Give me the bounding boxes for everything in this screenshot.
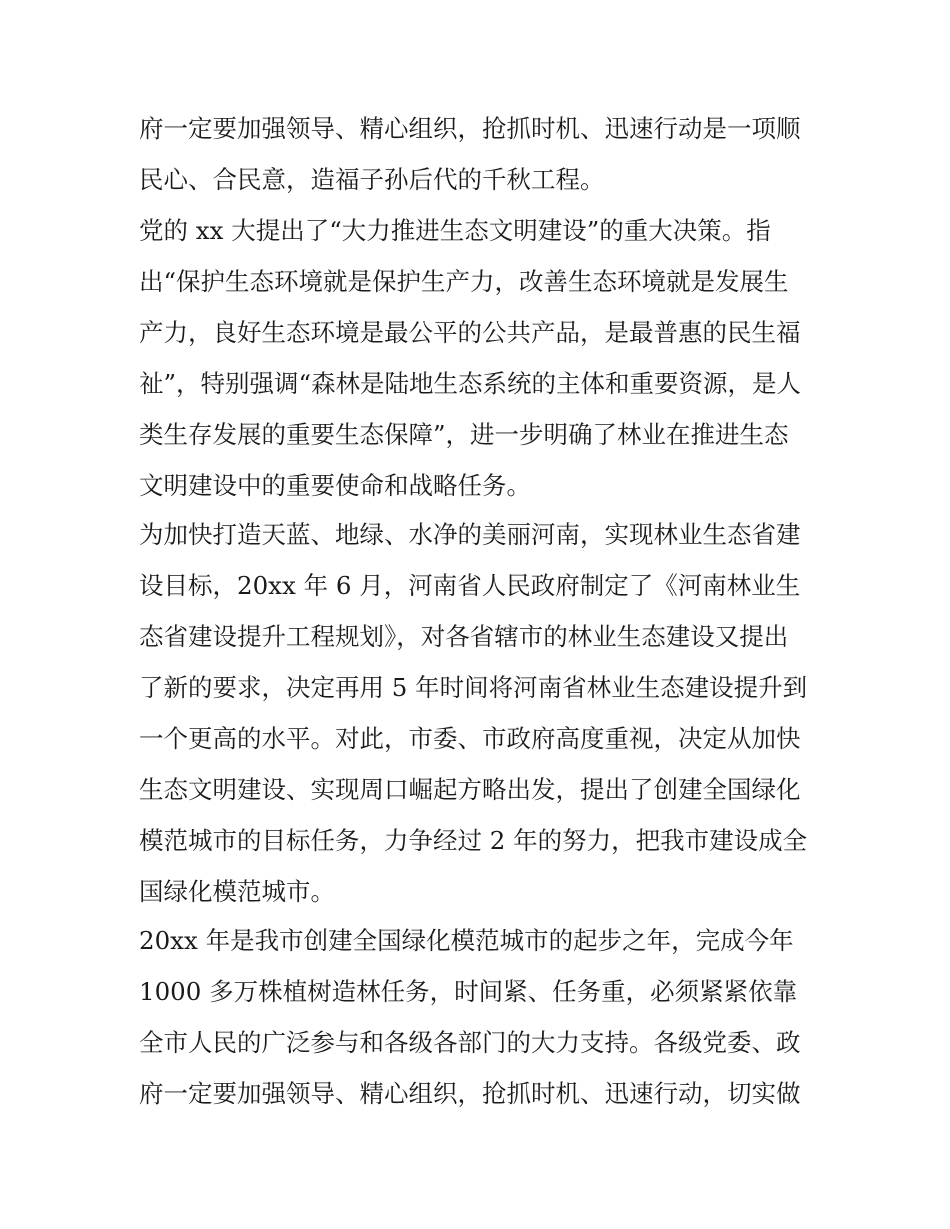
text-line: 全市人民的广泛参与和各级各部门的大力支持。各级党委、政: [139, 1028, 801, 1057]
text-line: 产力，良好生态环境是最公平的公共产品，是最普惠的民生福: [139, 318, 801, 347]
text-line: 党的 xx 大提出了“大力推进生态文明建设”的重大决策。指: [139, 216, 771, 245]
text-line: 20xx 年是我市创建全国绿化模范城市的起步之年，完成今年: [139, 926, 794, 955]
text-line: 设目标，20xx 年 6 月，河南省人民政府制定了《河南林业生: [139, 571, 801, 600]
text-line: 1000 多万株植树造林任务，时间紧、任务重，必须紧紧依靠: [139, 977, 798, 1006]
text-line: 文明建设中的重要使命和战略任务。: [139, 471, 531, 500]
text-line: 生态文明建设、实现周口崛起方略出发，提出了创建全国绿化: [139, 775, 801, 804]
text-line: 了新的要求，决定再用 5 年时间将河南省林业生态建设提升到: [139, 673, 808, 702]
text-line: 为加快打造天蓝、地绿、水净的美丽河南，实现林业生态省建: [139, 520, 801, 549]
text-line: 国绿化模范城市。: [139, 877, 335, 906]
text-line: 态省建设提升工程规划》，对各省辖市的林业生态建设又提出: [139, 622, 789, 651]
text-line: 模范城市的目标任务，力争经过 2 年的努力，把我市建设成全: [139, 826, 808, 855]
text-line: 民心、合民意，造福子孙后代的千秋工程。: [139, 165, 605, 194]
text-line: 一个更高的水平。对此，市委、市政府高度重视，决定从加快: [139, 724, 801, 753]
text-line: 类生存发展的重要生态保障”，进一步明确了林业在推进生态: [139, 420, 789, 449]
text-line: 祉”，特别强调“森林是陆地生态系统的主体和重要资源，是人: [139, 369, 802, 398]
text-line: 府一定要加强领导、精心组织，抢抓时机、迅速行动，切实做: [139, 1079, 801, 1108]
text-line: 府一定要加强领导、精心组织，抢抓时机、迅速行动是一项顺: [139, 114, 801, 143]
text-line: 出“保护生态环境就是保护生产力，改善生态环境就是发展生: [139, 267, 789, 296]
